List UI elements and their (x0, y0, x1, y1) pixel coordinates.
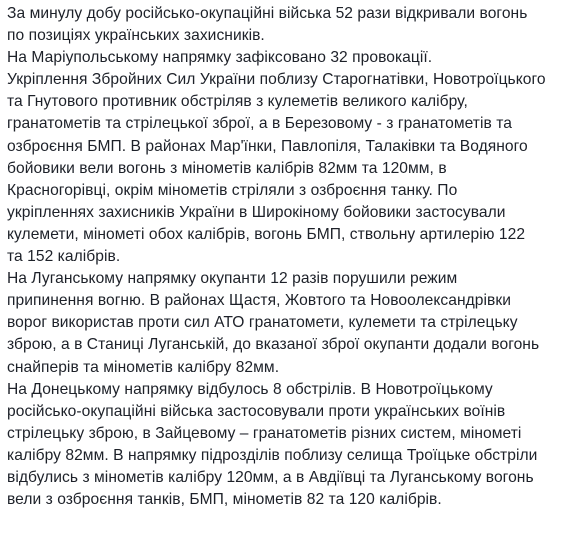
paragraph-luhansk: На Луганському напрямку окупанти 12 разів порушили режим припинення вогню. В районах Щастя, Жовтого та Новоолександрівки ворог використав проти сил АТО гранатомети, кулемети та стрілецьку зброю, а в Станиці Луганській, до вказаної зброї окупанти додали вогонь снайперів та мінометів калібру 82мм. (7, 270, 540, 376)
paragraph-mariupol-heading: На Маріупольському напрямку зафіксовано 32 провокації. (7, 49, 433, 67)
paragraph-summary: За минулу добу російсько-окупаційні війська 52 рази відкривали вогонь по позиціях українських захисників. (7, 5, 528, 45)
paragraph-donetsk: На Донецькому напрямку відбулось 8 обстрілів. В Новотроїцькому російсько-окупаційні війська застосовували проти українських воїнів стрілецьку зброю, в Зайцевому – гранатометів різних систем, мінометі калібру 82мм. В напрямку підрозділів поблизу селища Троїцьке обстріли відбулись з мінометів калібру 120мм, а в Авдіївці та Луганському вогонь вели з озброєння танків, БМП, мінометів 82 та 120 калібрів. (7, 380, 538, 509)
paragraph-mariupol-details: Укріплення Збройних Сил України поблизу Старогнатівки, Новотроїцького та Гнутового противник обстріляв з кулеметів великого калібру, гранатометів та стрілецької зброї, а в Березовому - з гранатометів та озброєння БМП. В районах Мар'їнки, Павлопіля, Талаківки та Водяного бойовики вели вогонь з мінометів калібрів 82мм та 120мм, в Красногорівці, окрім мінометів стріляли з озброєння танку. По укріпленнях захисників України в Широкіному бойовики застосували кулемети, мінометі обох калібрів, вогонь БМП, ствольну артилерію 122 та 152 калібрів. (7, 71, 546, 266)
